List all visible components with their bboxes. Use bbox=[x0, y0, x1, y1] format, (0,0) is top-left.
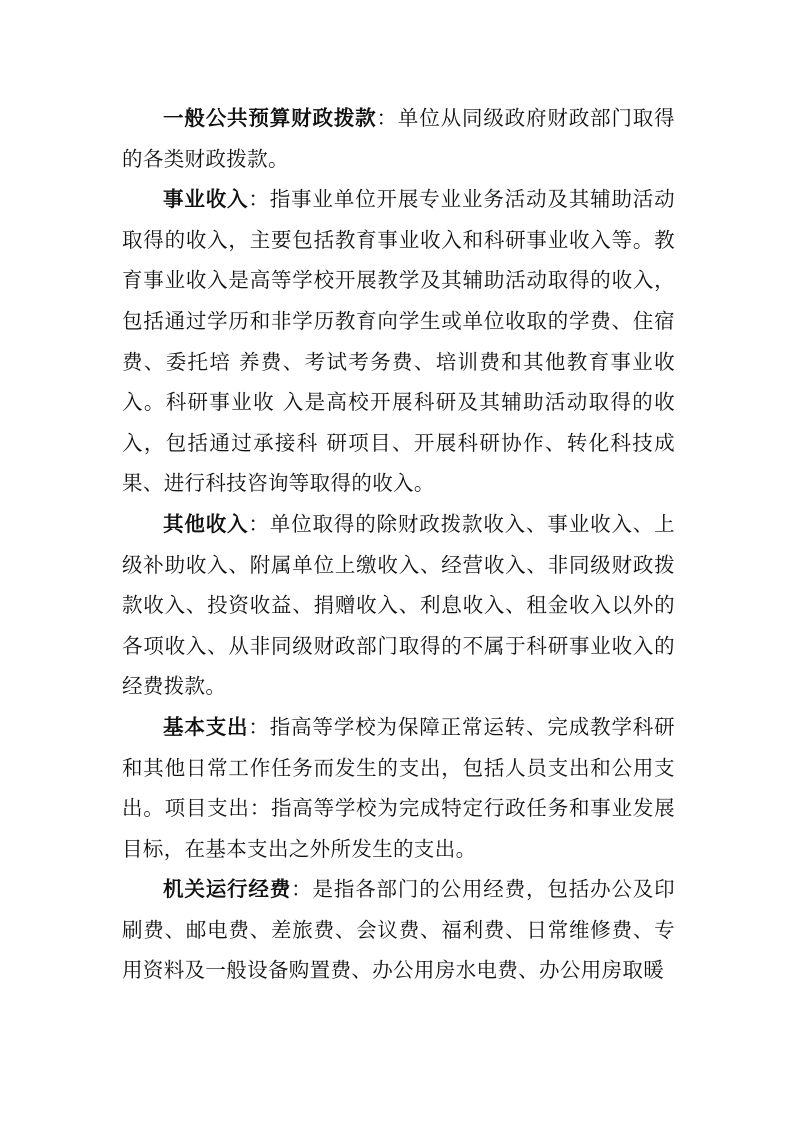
term-heading: 一般公共预算财政拨款 bbox=[163, 106, 377, 130]
term-heading: 基本支出 bbox=[163, 714, 249, 739]
term-heading: 机关运行经费 bbox=[163, 877, 292, 902]
paragraph-text: ：指事业单位开展专业业务活动及其辅助活动取得的收入，主要包括教育事业收入和科研事业收入等。教育事业收入是高等学校开展教学及其辅助活动取得的收入，包括通过学历和非学历教育向学生或单位收取的学费、住宿费、委托培 养费、考试考务费、培训费和其他教育事业收入。科研事业收 入是高校开展科研及其辅助活动取得的收入，包括通过承接科 研项目、开展科研协作、转化科技成果、进行科技咨询等取得的收入。 bbox=[122, 187, 675, 496]
paragraph-agency-operating-expenses bbox=[122, 869, 675, 991]
term-heading: 其他收入 bbox=[163, 511, 249, 536]
paragraph-basic-expenditure bbox=[122, 707, 675, 869]
paragraph-text: ：是指各部门的公用经费，包括办公及印刷费、邮电费、差旅费、会议费、福利费、日常维修费、专用资料及一般设备购置费、办公用房水电费、办公用房取暖 bbox=[122, 877, 675, 983]
document-body bbox=[122, 98, 675, 991]
paragraph-text: ：单位取得的除财政拨款收入、事业收入、上级补助收入、附属单位上缴收入、经营收入、非同级财政拨款收入、投资收益、捐赠收入、利息收入、租金收入以外的各项收入、从非同级财政部门取得的不属于科研事业收入的经费拨款。 bbox=[122, 511, 675, 699]
paragraph-general-budget-appropriation bbox=[122, 98, 675, 179]
paragraph-business-income bbox=[122, 179, 675, 504]
paragraph-other-income bbox=[122, 504, 675, 707]
term-heading: 事业收入 bbox=[163, 187, 249, 212]
paragraph-text: ：单位从同级政府财政部门取得的各类财政拨款。 bbox=[122, 106, 675, 171]
paragraph-text: ：指高等学校为保障正常运转、完成教学科研和其他日常工作任务而发生的支出，包括人员支出和公用支出。项目支出：指高等学校为完成特定行政任务和事业发展目标，在基本支出之外所发生的支出。 bbox=[122, 714, 675, 861]
